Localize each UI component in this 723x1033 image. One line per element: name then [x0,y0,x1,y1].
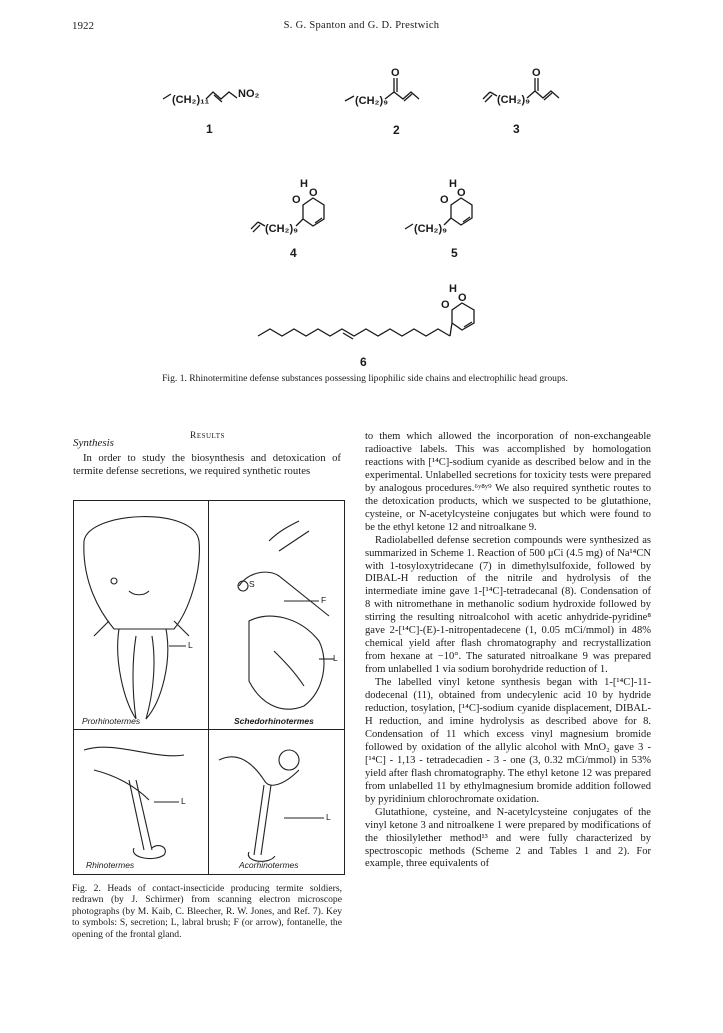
schedorhinotermes-drawing [209,501,344,730]
figure-2-panel-rhinotermes [73,729,210,875]
atom-h-5: H [449,178,457,190]
figure-2-panel-prorhinotermes [73,500,210,731]
figure-2-panel-acorhinotermes [208,729,345,875]
label-l-4: L [326,812,331,822]
group-nitro: NO₂ [238,88,260,100]
atom-o-6a: O [441,299,450,311]
atom-o-5b: O [457,187,466,199]
label-acorhinotermes: Acorhinotermes [239,860,299,870]
label-s: S [249,579,255,589]
rhinotermes-drawing [74,730,209,874]
atom-h-4: H [300,178,308,190]
atom-o-6b: O [458,292,467,304]
structure-3 [483,67,559,136]
structure-2 [345,67,419,137]
label-prorhinotermes: Prorhinotermes [82,716,141,726]
structure-1 [163,88,260,136]
figure-2-caption: Fig. 2. Heads of contact-insecticide producing termite soldiers, redrawn (by J. Schirmer) from scanning electron microscope photographs (by M. Kaib, C. Bleecher, R. W. Jones, and Ref. 7). Key to symbols: S, secretion; L, labral brush; F (or arrow), fontanelle, the opening of the frontal gland. [72,883,342,940]
group-ch2-9-d: (CH₂)₉ [414,223,448,235]
figure-1-structures [0,0,723,370]
page-number: 1922 [72,20,94,32]
structure-label-4: 4 [290,246,297,260]
label-schedorhinotermes: Schedorhinotermes [234,716,314,726]
acorhinotermes-drawing [209,730,344,874]
figure-2-panel-schedorhinotermes [208,500,345,731]
structure-4 [251,178,324,260]
structure-label-1: 1 [206,122,213,136]
label-l-3: L [181,796,186,806]
intro-text: In order to study the biosynthesis and detoxication of termite defense secretions, we required synthetic routes [73,452,341,477]
paragraph-4: Glutathione, cysteine, and N-acetylcysteine conjugates of the vinyl ketone 3 and nitroalkene 1 were prepared by modifications of the thiosilylether method¹³ and were fully characterized by spectroscopic methods (Scheme 2 and Tables 1 and 2). For example, three equivalents of [365,806,651,870]
atom-h-6: H [449,283,457,295]
structure-label-3: 3 [513,122,520,136]
structure-label-6: 6 [360,355,367,369]
subsection-heading: Synthesis [73,437,114,449]
paragraph-2: Radiolabelled defense secretion compounds were synthesized as summarized in Scheme 1. Reaction of 500 μCi (4.5 mg) of Na¹⁴CN with 1-tosyloxytridecane (7) in dimethylsulfoxide, followed by DIBAL-H reduction of the nitrile and hydrolysis of the intermediate imine gave 1-[¹⁴C]-tetradecanal (8). Condensation of 8 with nitromethane in methanolic sodium hydroxide followed by stirring the resulting nitroalcohol with acetic anhydride-pyridine⁸ gave 2-[¹⁴C]-(E)-1-nitropentadecene (1, 0.05 mCi/mmol) in 48% chemical yield after flash chromatography and recrystallization from hexane at −10°. The saturated nitroalkane 9 was prepared from unlabelled 1 via sodium borohydride reduction of 1. [365,534,651,676]
atom-o-4b: O [309,187,318,199]
paragraph-1: to them which allowed the incorporation of non-exchangeable radioactive labels. This was accomplished by homologation reactions with [¹⁴C]-sodium cyanide as described below and in the experimental. Unlabelled secretions for toxicity tests were prepared by analogous procedures.⁶ʸ⁸ʸ⁹ We also required synthetic routes to the detoxication products, which we suspected to be glutathione, cysteine, or N-acetylcysteine conjugates but which were found to be the ethyl ketone 12 and nitroalkane 9. [365,431,651,533]
structure-label-2: 2 [393,123,400,137]
structure-5 [405,178,472,260]
intro-paragraph [73,452,341,478]
label-l-2: L [333,653,338,663]
prorhinotermes-drawing [74,501,209,730]
label-rhinotermes: Rhinotermes [86,860,135,870]
structure-6 [258,283,474,369]
group-ch2-9-c: (CH₂)₉ [265,223,299,235]
group-ch2-9: (CH₂)₉ [355,95,389,107]
section-heading: Results [190,431,225,441]
atom-o-4a: O [292,194,301,206]
running-header-authors: S. G. Spanton and G. D. Prestwich [283,20,440,31]
atom-o-2: O [391,67,400,79]
atom-o-3: O [532,67,541,79]
label-l-1: L [188,640,193,650]
group-ch2-11: (CH₂)₁₁ [172,94,210,106]
label-f: F [321,595,327,605]
group-ch2-9-b: (CH₂)₉ [497,94,531,106]
structure-label-5: 5 [451,246,458,260]
right-column [365,431,651,871]
paragraph-3: The labelled vinyl ketone synthesis began with 1-[¹⁴C]-11-dodecenal (11), obtained from undecylenic acid 10 by hydride reduction, tosylation, [¹⁴C]-sodium cyanide displacement, DIBAL-H reduction, and imine hydrolysis as described above for 8. Condensation of 11 which excess vinyl magnesium bromide followed by oxidation of the allylic alcohol with MnO₂ gave 3 - [¹⁴C] - 1,13 - tetradecadien - 3 - one (3, 0.32 mCi/mmol) in 53% yield after flash chromatography. The ethyl ketone 12 was prepared from unlabelled 11 by ethylmagnesium bromide addition followed by pyridinium chlorochromate oxidation. [365,677,651,805]
atom-o-5a: O [440,194,449,206]
figure-1-caption: Fig. 1. Rhinotermitine defense substances possessing lipophilic side chains and electrophilic head groups. [162,373,568,384]
